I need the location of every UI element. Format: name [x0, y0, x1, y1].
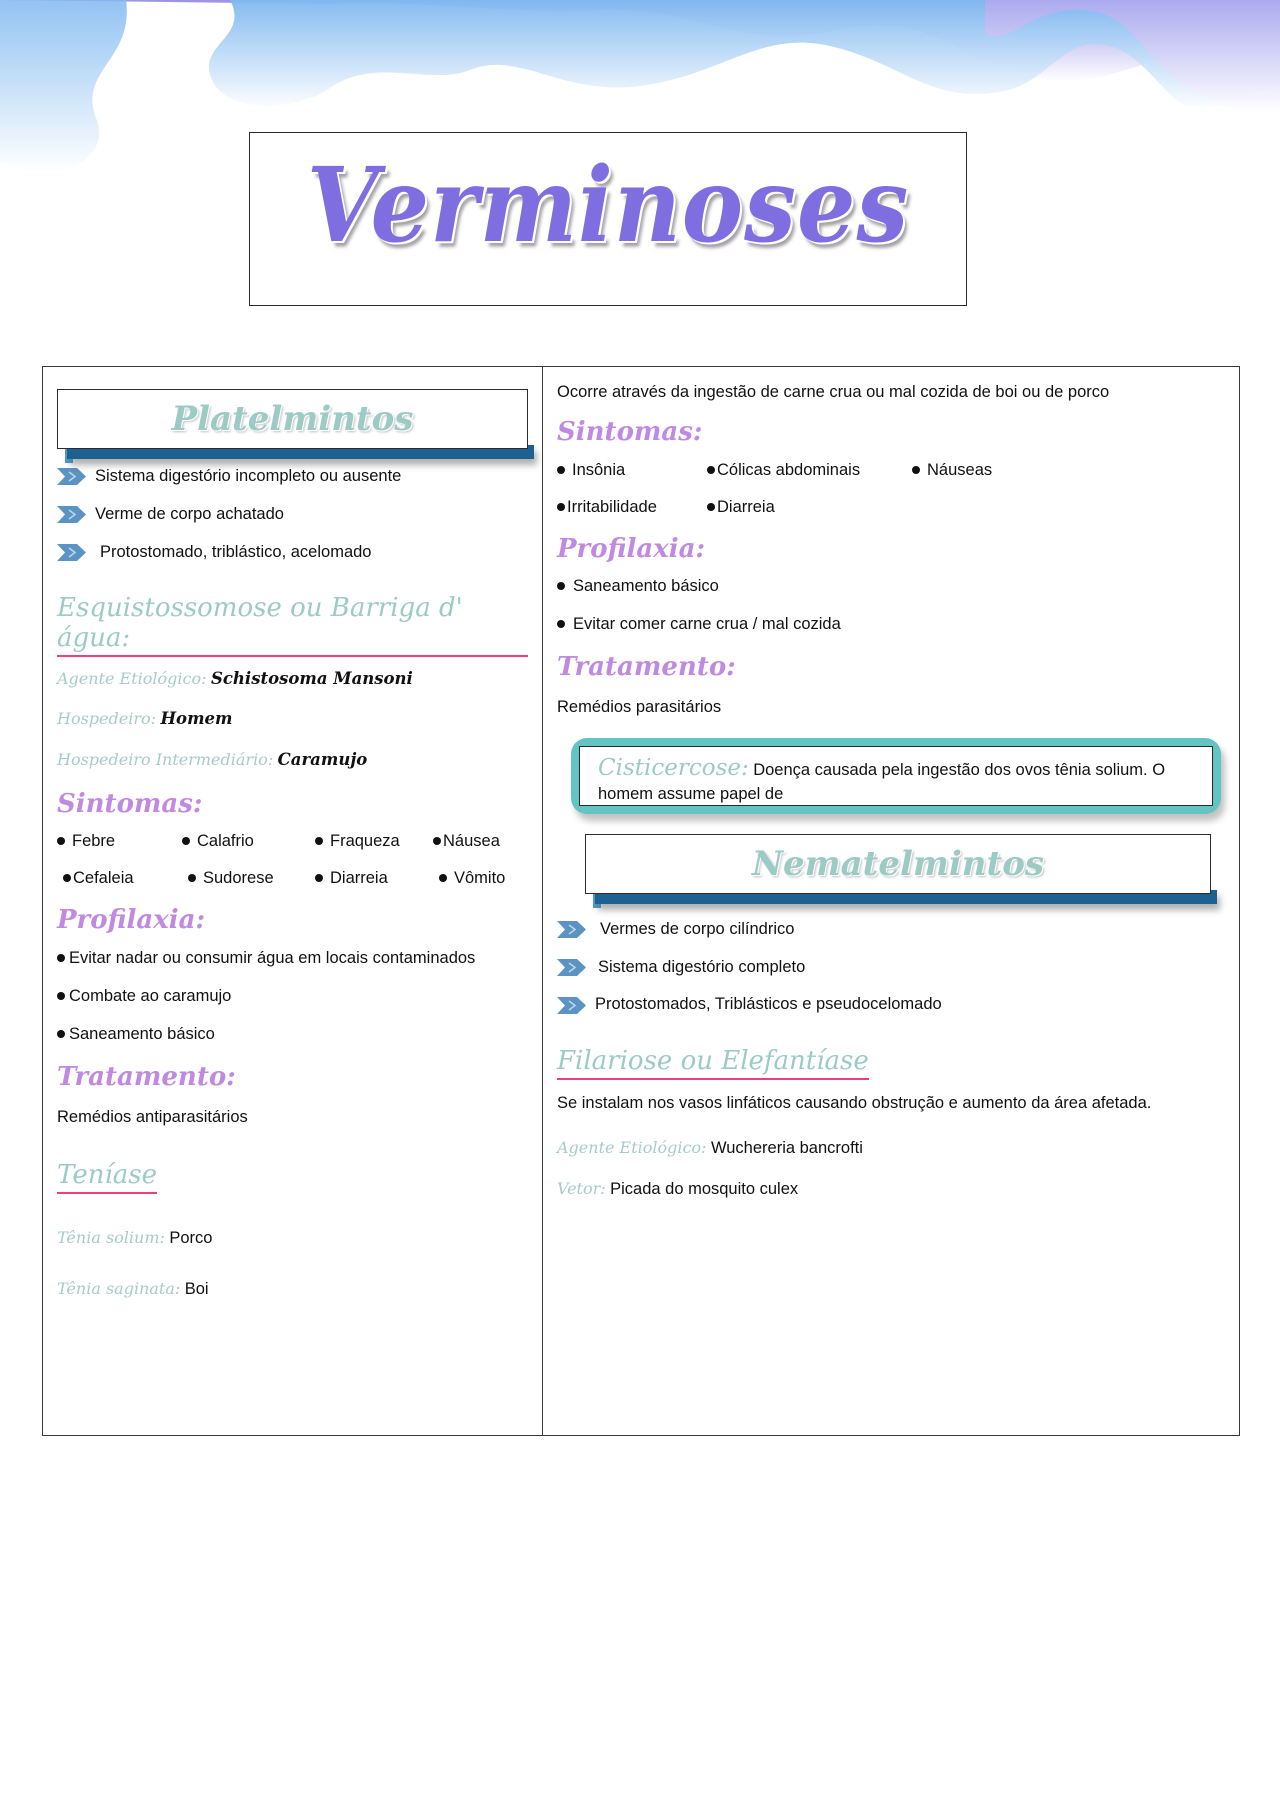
list-item-label: Sistema digestório completo [598, 957, 806, 976]
sintoma-label: Vômito [454, 869, 506, 888]
bullet-icon [57, 992, 65, 1000]
disease-heading-teniase: Teníase [57, 1161, 157, 1194]
profilaxia-list [557, 577, 1225, 634]
sintoma-label: Irritabilidade [567, 497, 657, 516]
profilaxia-item [557, 577, 1225, 596]
fact-label: Agente Etiológico: [557, 1138, 707, 1157]
sintomas-row [57, 869, 528, 888]
sintoma-label: Diarreia [330, 869, 388, 888]
chevron-banner-icon [57, 467, 87, 486]
sintoma-item [188, 869, 315, 888]
fact-value: Porco [169, 1229, 213, 1248]
profilaxia-label: Saneamento básico [69, 1024, 215, 1043]
sintoma-item [707, 461, 912, 480]
sintoma-item [315, 832, 433, 851]
bullet-icon [707, 466, 715, 474]
section-heading-tratamento: Tratamento: [57, 1061, 236, 1092]
profilaxia-item [57, 987, 528, 1006]
title-plate [249, 132, 967, 306]
sintoma-label: Cefaleia [73, 869, 134, 888]
chevron-banner-icon [557, 920, 587, 939]
bullet-icon [63, 874, 71, 882]
fact-label: Agente Etiológico: [57, 669, 207, 689]
profilaxia-label: Combate ao caramujo [69, 986, 232, 1005]
fact-value: Homem [160, 709, 233, 729]
fact-value: Picada do mosquito culex [610, 1179, 799, 1198]
sintoma-label: Náusea [443, 832, 500, 851]
profilaxia-label: Saneamento básico [573, 577, 719, 596]
nematelmintos-banner-label: Nematelmintos [751, 843, 1045, 884]
chevron-banner-icon [557, 958, 587, 977]
fact-row [57, 709, 528, 729]
sintoma-label: Náuseas [927, 460, 993, 479]
profilaxia-list [57, 949, 528, 1044]
fact-row [557, 1138, 1225, 1159]
list-item [557, 995, 1225, 1015]
sintoma-label: Sudorese [203, 869, 274, 888]
platelmintos-banner [57, 389, 528, 449]
bullet-icon [57, 954, 65, 962]
bullet-icon [188, 874, 196, 882]
sintoma-label: Febre [72, 832, 116, 851]
list-item-label: Protostomados, Triblásticos e pseudocelomado [595, 995, 942, 1014]
fact-value: Wuchereria bancrofti [710, 1139, 863, 1157]
tratamento-text: Remédios parasitários [557, 697, 722, 716]
bullet-icon [315, 837, 323, 845]
profilaxia-label: Evitar nadar ou consumir água em locais contaminados [69, 948, 476, 967]
sintomas-row [557, 498, 1225, 517]
list-item [557, 920, 1225, 940]
page-title: Verminoses [306, 144, 910, 266]
list-item-label: Sistema digestório incompleto ou ausente [95, 467, 402, 485]
chevron-banner-icon [57, 543, 87, 562]
bullet-icon [557, 503, 565, 511]
disease-heading-esquistossomose: Esquistossomose ou Barriga d' água: [57, 594, 528, 657]
bullet-icon [912, 466, 920, 474]
sintoma-label: Cólicas abdominais [717, 460, 861, 479]
fact-label: Tênia solium: [57, 1228, 165, 1248]
sintoma-label: Calafrio [197, 832, 254, 851]
bullet-icon [557, 466, 565, 474]
intro-paragraph: Ocorre através da ingestão de carne crua ou mal cozida de boi ou de porco [557, 383, 1110, 401]
bullet-icon [557, 620, 565, 628]
sintomas-row [557, 461, 1225, 480]
fact-label: Vetor: [557, 1178, 606, 1198]
sintoma-item [315, 869, 439, 888]
right-column [543, 367, 1239, 1435]
bullet-icon [439, 874, 447, 882]
section-heading-sintomas: Sintomas: [557, 417, 703, 448]
fact-row [57, 750, 528, 770]
list-item [557, 958, 1225, 978]
sintoma-item [557, 498, 707, 517]
profilaxia-item [57, 1025, 528, 1044]
fact-row [557, 1179, 1225, 1200]
sintoma-item [707, 498, 775, 517]
profilaxia-item [57, 949, 528, 968]
banner-box [57, 389, 528, 449]
left-column [43, 367, 543, 1435]
content-frame [42, 366, 1240, 1436]
nematelmintos-banner [585, 834, 1211, 894]
platelmintos-banner-label: Platelmintos [171, 399, 414, 439]
sintoma-label: Diarreia [717, 497, 775, 516]
section-heading-profilaxia: Profilaxia: [557, 533, 706, 564]
tratamento-text: Remédios antiparasitários [57, 1107, 248, 1126]
bullet-icon [557, 582, 565, 590]
bullet-icon [315, 874, 323, 882]
cisticercose-callout [571, 738, 1221, 814]
callout-text: Doença causada pela ingestão dos ovos tênia solium. O homem assume papel de [598, 760, 1166, 803]
sintomas-grid [57, 832, 528, 888]
section-heading-profilaxia: Profilaxia: [57, 905, 206, 936]
list-item [57, 543, 528, 563]
sintoma-item [182, 832, 315, 851]
bullet-icon [433, 837, 441, 845]
list-item-label: Protostomado, triblástico, acelomado [100, 542, 372, 561]
bullet-icon [707, 503, 715, 511]
fact-row [57, 1279, 528, 1300]
callout-inner-box [579, 746, 1213, 806]
sintoma-label: Insônia [572, 460, 626, 479]
callout-term: Cisticercose: [598, 754, 749, 781]
banner-box [585, 834, 1211, 894]
bullet-icon [57, 1030, 65, 1038]
profilaxia-label: Evitar comer carne crua / mal cozida [573, 615, 841, 634]
fact-label: Hospedeiro Intermediário: [57, 749, 274, 769]
sintoma-item [57, 869, 188, 888]
filariose-description: Se instalam nos vasos linfáticos causando obstrução e aumento da área afetada. [557, 1094, 1152, 1113]
sintomas-row [57, 832, 528, 851]
fact-label: Tênia saginata: [57, 1279, 181, 1299]
sintoma-item [433, 832, 500, 851]
list-item [57, 505, 528, 525]
fact-row [57, 1228, 528, 1249]
list-item-label: Vermes de corpo cilíndrico [600, 919, 795, 938]
list-item-label: Verme de corpo achatado [95, 504, 284, 523]
section-heading-tratamento: Tratamento: [557, 652, 736, 683]
sintoma-item [912, 461, 992, 480]
sintoma-item [57, 832, 182, 851]
fact-label: Hospedeiro: [57, 709, 157, 729]
section-heading-sintomas: Sintomas: [57, 788, 203, 819]
fact-value: Schistosoma Mansoni [210, 669, 413, 689]
sintomas-grid [557, 461, 1225, 517]
sintoma-label: Fraqueza [330, 832, 400, 851]
bullet-icon [57, 837, 65, 845]
fact-value: Boi [184, 1280, 209, 1299]
bullet-icon [182, 837, 190, 845]
fact-row [57, 669, 528, 689]
profilaxia-item [557, 615, 1225, 634]
fact-value: Caramujo [277, 749, 368, 769]
chevron-banner-icon [557, 996, 587, 1015]
sintoma-item [557, 461, 707, 480]
sintoma-item [439, 869, 505, 888]
chevron-banner-icon [57, 505, 87, 524]
list-item [57, 467, 528, 487]
disease-heading-filariose: Filariose ou Elefantíase [557, 1047, 869, 1080]
